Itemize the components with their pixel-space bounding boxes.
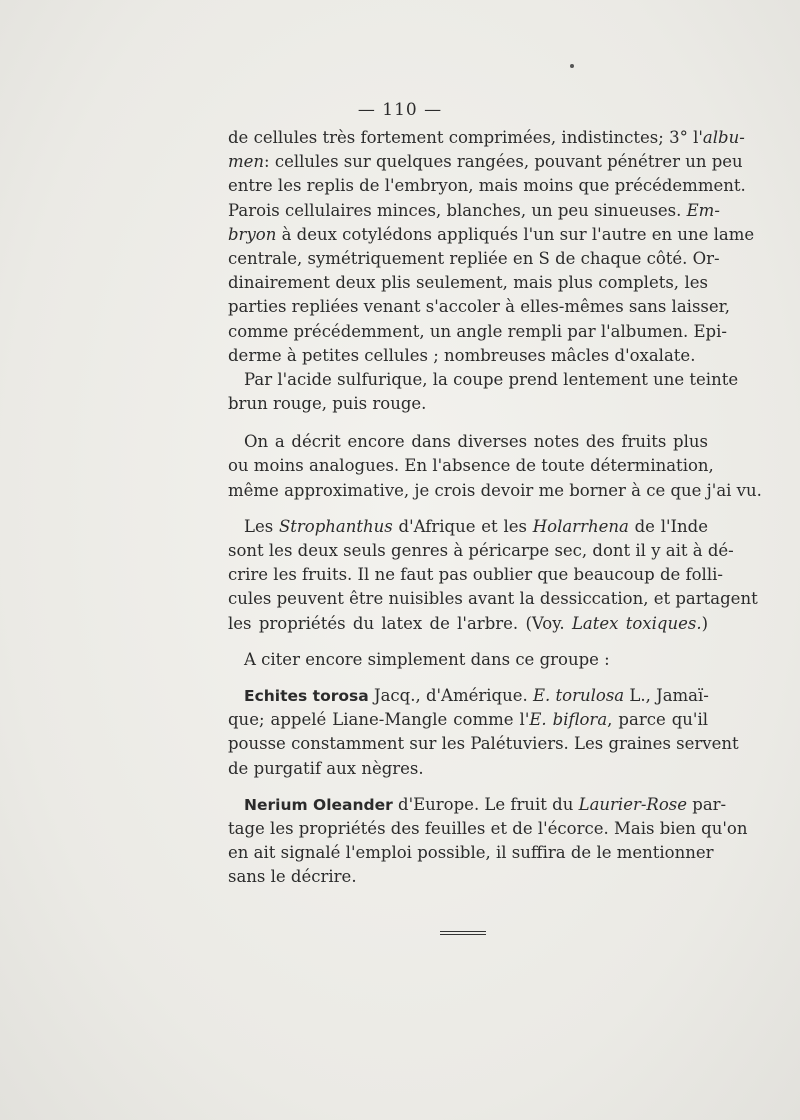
end-rule (440, 931, 486, 935)
text-line: A citer encore simplement dans ce groupe : (244, 649, 610, 669)
italic-run: Holarrhena (532, 516, 629, 536)
text-line: entre les replis de l'embryon, mais moins que précédemment. (228, 176, 746, 196)
text-line: les propriétés du latex de l'arbre. (Voy. Latex toxiques.) (228, 613, 708, 633)
text-line: bryon à deux cotylédons appliqués l'un sur l'autre en une lame (228, 224, 755, 244)
italic-run: Strophanthus (278, 516, 393, 536)
text-line: de cellules très fortement comprimées, indistinctes; 3° l'albu- (228, 128, 745, 147)
text-line: de purgatif aux nègres. (228, 758, 424, 778)
text-line: crire les fruits. Il ne faut pas oublier que beaucoup de folli- (228, 565, 723, 585)
italic-run: albu- (702, 128, 745, 147)
body-text (228, 126, 762, 889)
italic-run: E. biflora (529, 710, 608, 730)
text-line: ou moins analogues. En l'absence de toute détermination, (228, 456, 714, 476)
text-line: cules peuvent être nuisibles avant la dessiccation, et partagent (228, 589, 758, 609)
species-name: Nerium Oleander (244, 795, 393, 814)
text-line: sans le décrire. (228, 867, 357, 887)
text-line: Nerium Oleander d'Europe. Le fruit du Laurier-Rose par- (244, 794, 727, 814)
text-line: On a décrit encore dans diverses notes des fruits plus (244, 432, 708, 452)
italic-run: bryon (228, 224, 277, 244)
text-line: Echites torosa Jacq., d'Amérique. E. torulosa L., Jamaï- (244, 685, 709, 705)
text-line: sont les deux seuls genres à péricarpe sec, dont il y ait à dé- (228, 541, 734, 560)
italic-run: Laurier-Rose (578, 794, 688, 814)
ink-speck (570, 64, 574, 68)
text-line: brun rouge, puis rouge. (228, 394, 427, 414)
italic-run: E. torulosa (533, 685, 625, 705)
text-line: Par l'acide sulfurique, la coupe prend lentement une teinte (244, 369, 739, 389)
italic-run: Em- (686, 200, 720, 220)
text-line: Parois cellulaires minces, blanches, un peu sinueuses. Em- (228, 200, 720, 220)
italic-run: Latex toxiques. (571, 613, 702, 633)
text-line: tage les propriétés des feuilles et de l'écorce. Mais bien qu'on (228, 818, 748, 838)
text-line: dinairement deux plis seulement, mais plus complets, les (228, 273, 708, 293)
text-line: Les Strophanthus d'Afrique et les Holarrhena de l'Inde (244, 516, 709, 536)
page-number: — 110 — (357, 100, 443, 120)
text-line: même approximative, je crois devoir me borner à ce que j'ai vu. (228, 480, 762, 500)
text-line: que; appelé Liane-Mangle comme l'E. biflora, parce qu'il (228, 710, 709, 730)
text-line: en ait signalé l'emploi possible, il suffira de le mentionner (228, 843, 714, 863)
text-line: centrale, symétriquement repliée en S de chaque côté. Or- (228, 248, 720, 268)
species-name: Echites torosa (244, 686, 369, 705)
text-line: parties repliées venant s'accoler à elles-mêmes sans laisser, (228, 297, 730, 317)
italic-run: men (228, 152, 265, 172)
text-line: pousse constamment sur les Palétuviers. Les graines servent (228, 734, 739, 754)
text-line: comme précédemment, un angle rempli par l'albumen. Epi- (228, 321, 727, 341)
text-line: derme à petites cellules ; nombreuses mâcles d'oxalate. (228, 345, 696, 365)
text-line: men: cellules sur quelques rangées, pouvant pénétrer un peu (228, 152, 743, 172)
